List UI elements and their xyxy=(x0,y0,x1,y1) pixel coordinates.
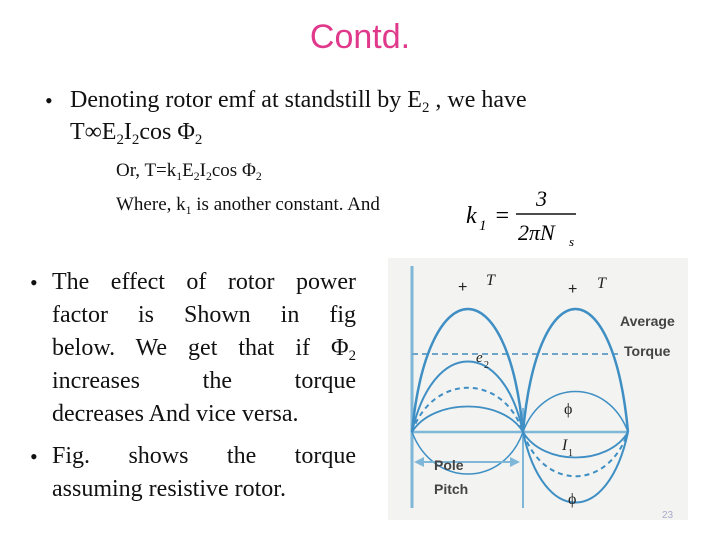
bullet-dot: • xyxy=(30,270,38,295)
sub-line-where: Where, $k_1$ is another constant. And xyxy=(116,194,380,218)
page-number: 23 xyxy=(662,510,674,520)
label-e2-sub: 2 xyxy=(484,360,489,371)
bullet-dot: • xyxy=(30,444,38,469)
label-torque: Torque xyxy=(624,343,671,359)
bullet-2-line-4: increases the torque xyxy=(52,368,356,394)
label-phi-mid: ϕ xyxy=(564,401,573,418)
label-phi-bottom: ϕ xyxy=(568,491,577,508)
bullet-2-line-3: below. We get that if $\Phi_2$ xyxy=(52,335,356,365)
label-I1-sub: 1 xyxy=(568,448,573,459)
sub-line-or: Or, $T=k_1E_2I_2\cos$ $\Phi_2$ xyxy=(116,160,262,184)
bullet-1-line-2: $T\infty E_2I_2\cos$ $\Phi_2$ xyxy=(70,119,203,149)
formula-lhs: k xyxy=(466,203,477,229)
label-pole: Pole xyxy=(434,457,464,473)
label-I1: I xyxy=(562,437,568,454)
bullet-2-line-1: The effect of rotor power xyxy=(52,269,356,295)
label-plus-2: + xyxy=(568,281,578,298)
label-e2: e xyxy=(476,350,483,366)
torque-waveform-figure xyxy=(388,258,688,520)
slide-title: Contd. xyxy=(309,18,411,56)
formula-eq: = xyxy=(494,203,511,229)
formula-numerator: 3 xyxy=(536,186,547,211)
bullet-3-line-2: assuming resistive rotor. xyxy=(52,476,286,502)
formula-lhs-sub: 1 xyxy=(479,218,487,234)
formula-denominator: 2πN xyxy=(518,220,555,245)
bullet-2-line-5: decreases And vice versa. xyxy=(52,401,299,427)
label-T-1: T xyxy=(486,272,495,289)
formula-denominator-sub: s xyxy=(569,234,575,249)
figure-background xyxy=(388,258,688,520)
bullet-2-line-2: factor is Shown in fig xyxy=(52,302,356,328)
label-average: Average xyxy=(620,313,675,329)
bullet-3-line-1: Fig. shows the torque xyxy=(52,443,356,469)
bullet-1-line-1: Denoting rotor emf at standstill by $E_2$ , we have xyxy=(70,87,527,117)
label-plus-1: + xyxy=(458,279,468,296)
bullet-dot: • xyxy=(45,88,53,113)
k1-formula xyxy=(466,180,586,250)
label-T-2: T xyxy=(597,275,606,292)
label-pitch: Pitch xyxy=(434,481,469,497)
